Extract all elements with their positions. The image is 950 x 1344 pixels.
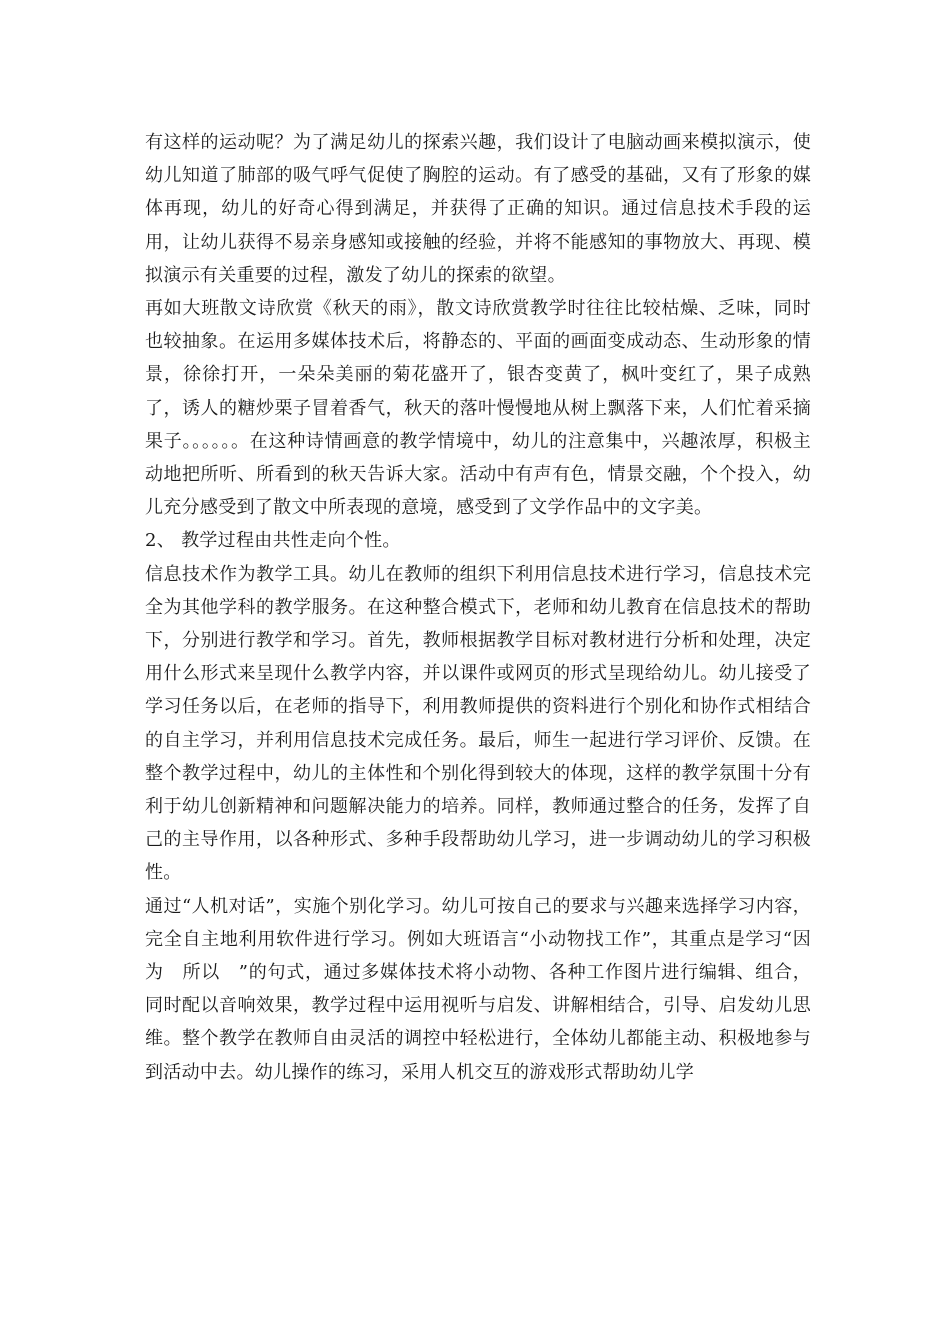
paragraph-autumn-rain: 再如大班散文诗欣赏《秋天的雨》，散文诗欣赏教学时往往比较枯燥、乏味，同时也较抽象。在运用多媒体技术后，将静态的、平面的画面变成动态、生动形象的情景，徐徐打开，一朵朵美丽的菊花盛开了，银杏变黄了，枫叶变红了，果子成熟了，诱人的糖炒栗子冒着香气，秋天的落叶慢慢地从树上飘落下来，人们忙着采摘果子。。。。。。在这种诗情画意的教学情境中，幼儿的注意集中，兴趣浓厚，积极主动地把所听、所看到的秋天告诉大家。活动中有声有色，情景交融，个个投入，幼儿充分感受到了散文中所表现的意境，感受到了文学作品中的文字美。: [145, 298, 811, 519]
document-body: [145, 126, 811, 1089]
paragraph-it-as-tool: 信息技术作为教学工具。幼儿在教师的组织下利用信息技术进行学习，信息技术完全为其他学科的教学服务。在这种整合模式下，老师和幼儿教育在信息技术的帮助下，分别进行教学和学习。首先，教师根据教学目标对教材进行分析和处理，决定用什么形式来呈现什么教学内容，并以课件或网页的形式呈现给幼儿。幼儿接受了学习任务以后，在老师的指导下，利用教师提供的资料进行个别化和协作式相结合的自主学习，并利用信息技术完成任务。最后，师生一起进行学习评价、反馈。在整个教学过程中，幼儿的主体性和个别化得到较大的体现，这样的教学氛围十分有利于幼儿创新精神和问题解决能力的培养。同样，教师通过整合的任务，发挥了自己的主导作用，以各种形式、多种手段帮助幼儿学习，进一步调动幼儿的学习积极性。: [145, 563, 811, 884]
section-heading-2: 2、 教学过程由共性走向个性。: [145, 530, 401, 552]
paragraph-breathing-demo: 有这样的运动呢？为了满足幼儿的探索兴趣，我们设计了电脑动画来模拟演示，使幼儿知道了肺部的吸气呼气促使了胸腔的运动。有了感受的基础，又有了形象的媒体再现，幼儿的好奇心得到满足，并获得了正确的知识。通过信息技术手段的运用，让幼儿获得不易亲身感知或接触的经验，并将不能感知的事物放大、再现、模拟演示有关重要的过程，激发了幼儿的探索的欲望。: [145, 132, 811, 286]
paragraph-human-machine-dialogue: 通过“人机对话”，实施个别化学习。幼儿可按自己的要求与兴趣来选择学习内容，完全自主地利用软件进行学习。例如大班语言“小动物找工作”，其重点是学习“因为 所以 ”的句式，通过多媒体技术将小动物、各种工作图片进行编辑、组合，同时配以音响效果，教学过程中运用视听与启发、讲解相结合，引导、启发幼儿思维。整个教学在教师自由灵活的调控中轻松进行，全体幼儿都能主动、积极地参与到活动中去。幼儿操作的练习，采用人机交互的游戏形式帮助幼儿学: [145, 895, 811, 1083]
